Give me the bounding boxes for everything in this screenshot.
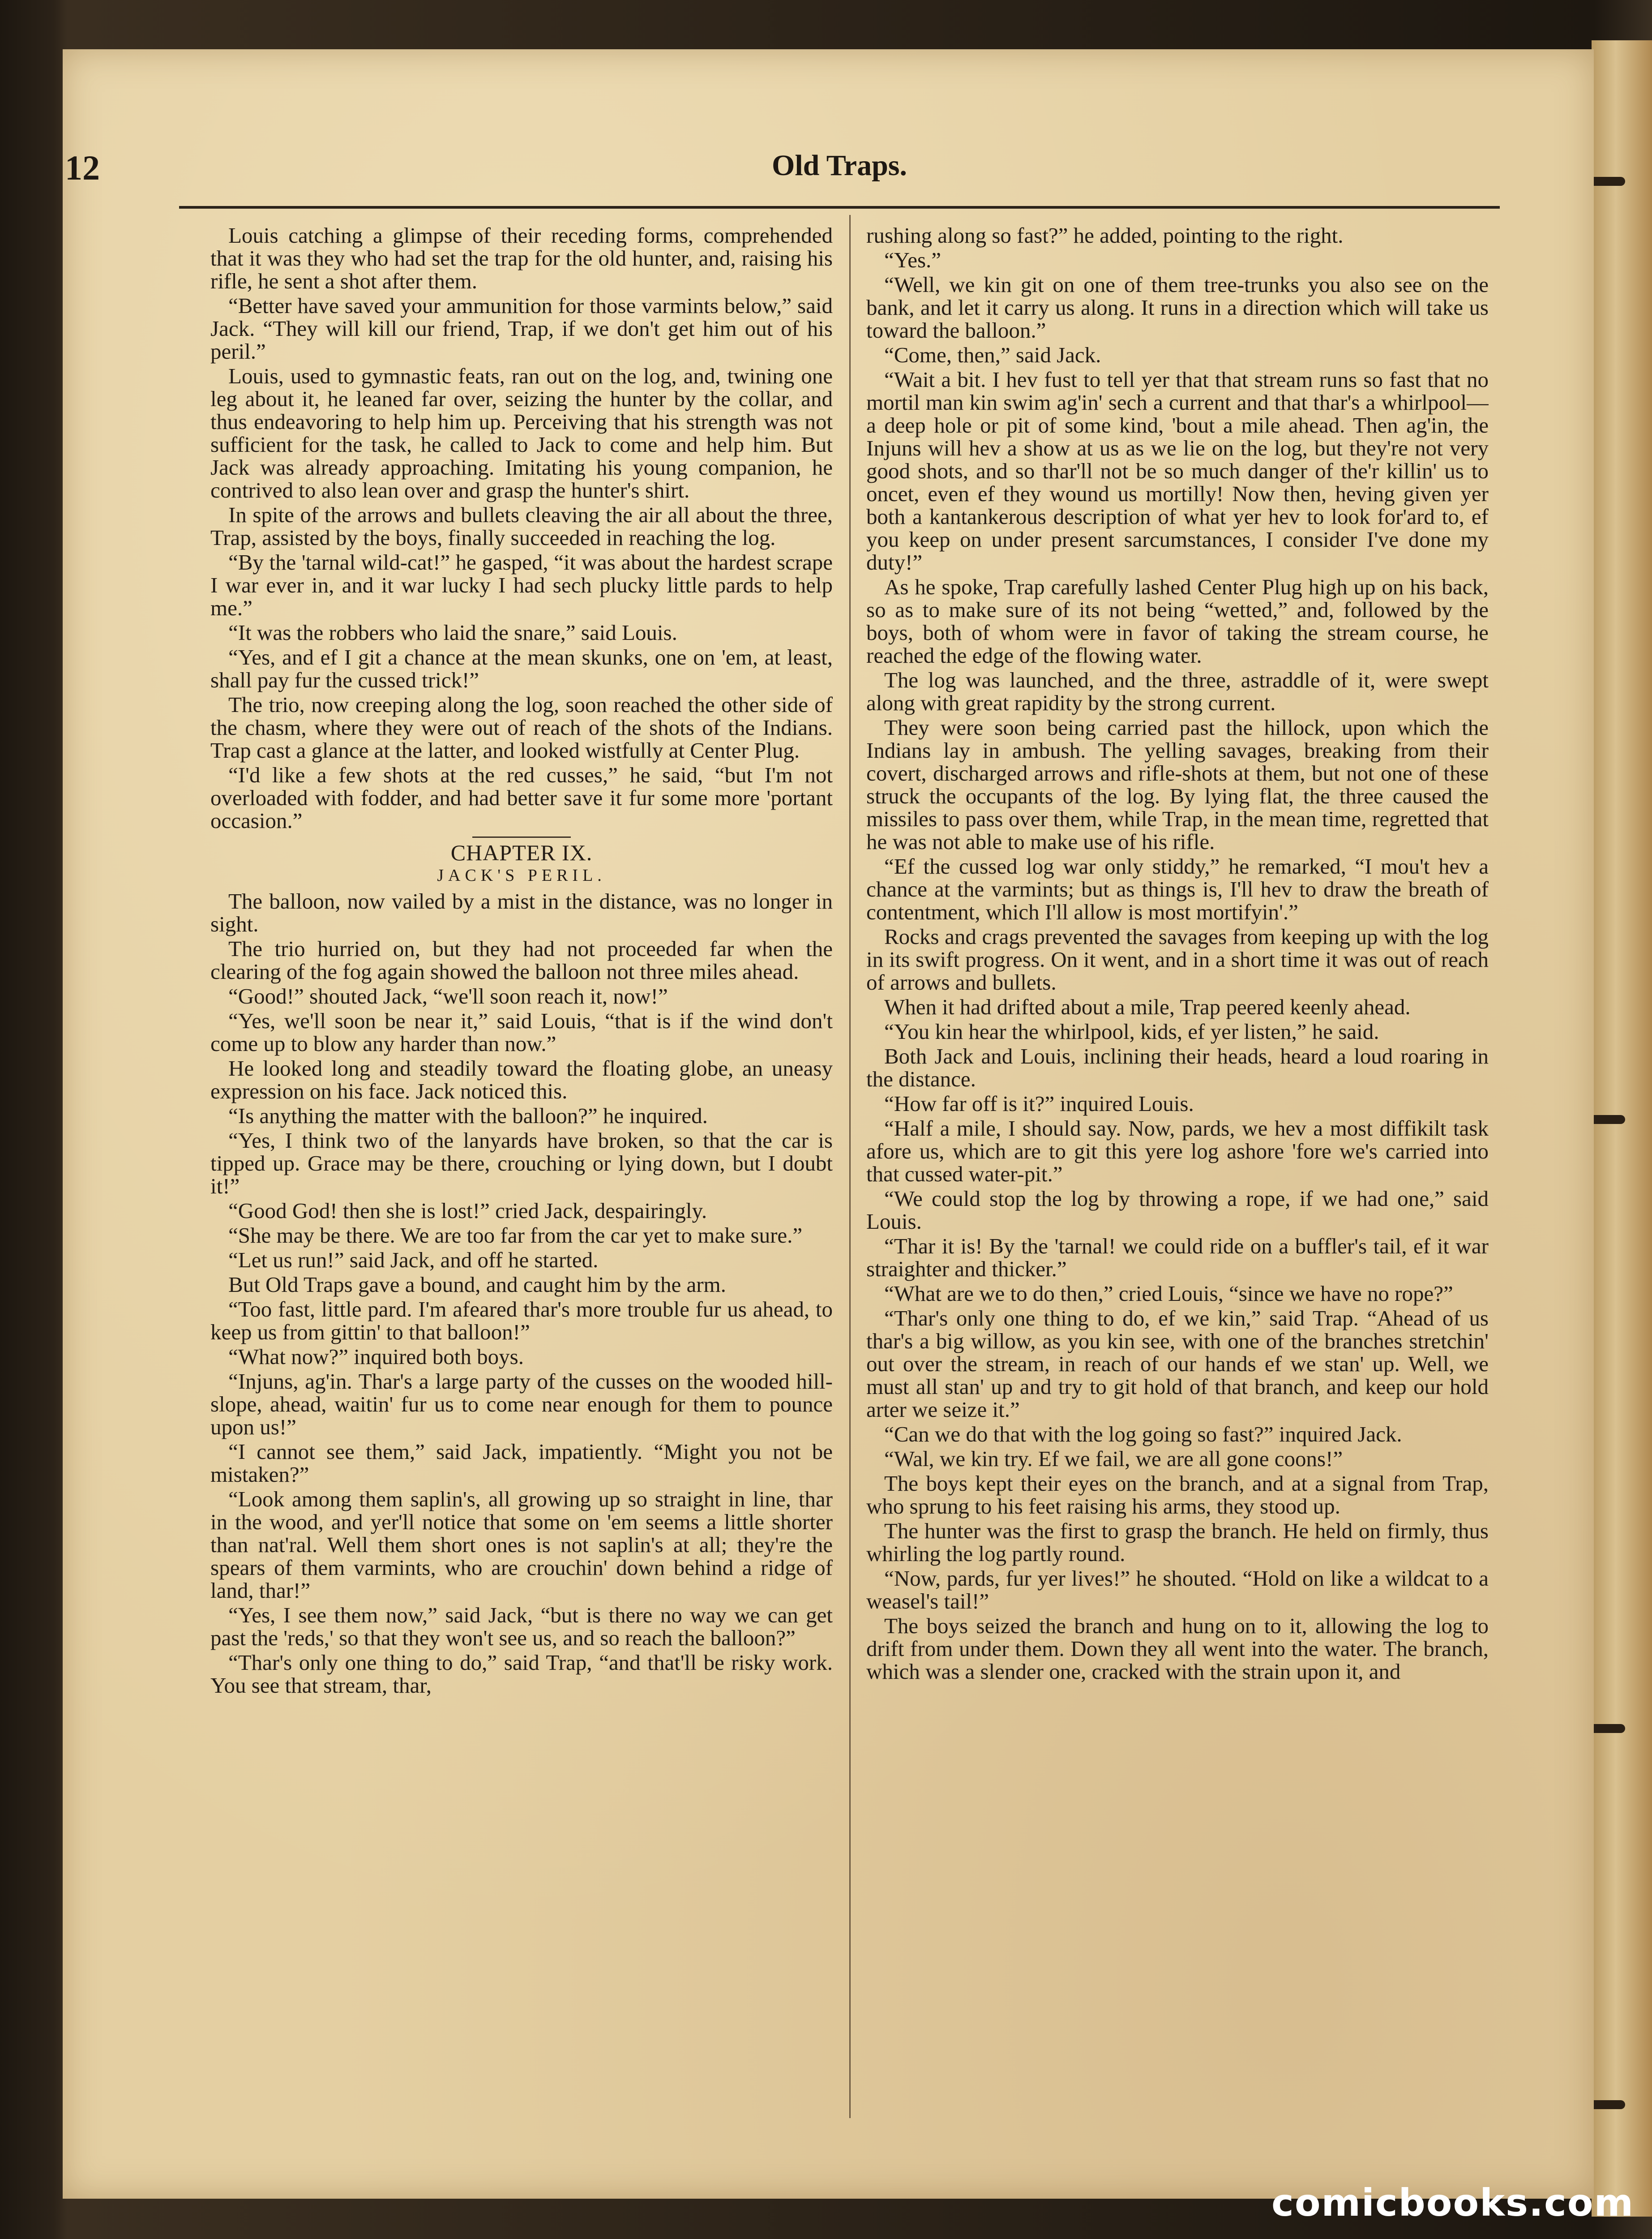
paragraph: “She may be there. We are too far from the car yet to make sure.”	[228, 1223, 803, 1248]
paragraph: “Wal, we kin try. Ef we fail, we are all gone coons!”	[884, 1446, 1343, 1471]
paragraph: “Yes, we'll soon be near it,” said Louis, “that is if the wind don't come up to blow any harder than now.”	[210, 1008, 833, 1056]
paragraph: When it had drifted about a mile, Trap peered keenly ahead.	[884, 995, 1411, 1019]
paragraph: Louis catching a glimpse of their receding forms, comprehended that it was they who had set the trap for the old hunter, and, raising his rifle, he sent a shot after them.	[210, 224, 833, 293]
paragraph: “Wait a bit. I hev fust to tell yer that that stream runs so fast that no mortil man kin swim ag'in' sech a current and that thar's a whirlpool—a deep hole or pit of some kind, 'bout a mile ahead. Then ag'in, the Injuns will hev a show at us as we lie on the log, but they're not very good shots, and so thar'll not be so much danger of the'r killin' us to oncet, even ef they wound us mortilly! Now then, heving given yer both a kantankerous description of what yer hev to look for'ard to, ef you keep on under present sarcumstances, I consider I've done my duty!”	[866, 367, 1489, 575]
paragraph: The hunter was the first to grasp the branch. He held on firmly, thus whirling the log partly round.	[866, 1518, 1489, 1566]
paragraph: “Better have saved your ammunition for those varmints below,” said Jack. “They will kill our friend, Trap, if we don't get him out of his peril.”	[210, 293, 833, 364]
paragraph: “You kin hear the whirlpool, kids, ef yer listen,” he said.	[884, 1019, 1379, 1044]
column-divider	[849, 215, 851, 2118]
paragraph: The boys kept their eyes on the branch, and at a signal from Trap, who sprung to his feet raising his arms, they stood up.	[866, 1471, 1489, 1518]
paragraph: “I cannot see them,” said Jack, impatiently. “Might you not be mistaken?”	[210, 1439, 833, 1487]
paragraph: “Yes, I see them now,” said Jack, “but is there no way we can get past the 'reds,' so that they won't see us, and so reach the balloon?”	[210, 1603, 833, 1650]
paragraph: Rocks and crags prevented the savages from keeping up with the log in its swift progress. On it went, and in a short time it was out of reach of arrows and bullets.	[866, 924, 1489, 995]
paragraph: The balloon, now vailed by a mist in the distance, was no longer in sight.	[210, 889, 833, 936]
paragraph: “Look among them saplin's, all growing up so straight in line, thar in the wood, and yer'll notice that some on 'em seems a little shorter than nat'ral. Well them short ones is not saplin's at all; they're the spears of them varmints, who are crouchin' down behind a ridge of land, thar!”	[210, 1487, 833, 1603]
chapter-rule	[472, 836, 571, 838]
left-paragraphs	[210, 224, 833, 832]
paragraph: “We could stop the log by throwing a rope, if we had one,” said Louis.	[866, 1186, 1489, 1234]
paragraph: “By the 'tarnal wild-cat!” he gasped, “it was about the hardest scrape I war ever in, and it war lucky I had sech plucky little pards to help me.”	[210, 550, 833, 620]
watermark: comicbooks.com	[1271, 2181, 1634, 2225]
paragraph: But Old Traps gave a bound, and caught him by the arm.	[228, 1272, 726, 1297]
header-rule	[179, 206, 1500, 209]
paragraph: “Is anything the matter with the balloon?” he inquired.	[228, 1103, 708, 1128]
left-column	[210, 224, 833, 2118]
paragraph: “Yes, I think two of the lanyards have broken, so that the car is tipped up. Grace may be there, crouching or lying down, but I doubt it!”	[210, 1128, 833, 1198]
paragraph: “Well, we kin git on one of them tree-trunks you also see on the bank, and let it carry us along. It runs in a direction which will take us toward the balloon.”	[866, 272, 1489, 343]
right-column	[866, 224, 1489, 2118]
chapter-paragraphs	[210, 890, 833, 1697]
paragraph: “Let us run!” said Jack, and off he started.	[228, 1248, 599, 1272]
paragraph: “Yes, and ef I git a chance at the mean skunks, one on 'em, at least, shall pay fur the cussed trick!”	[210, 645, 833, 692]
paragraph: “Thar's only one thing to do,” said Trap, “and that'll be risky work. You see that stream, thar,	[210, 1650, 833, 1698]
paragraph: “Now, pards, fur yer lives!” he shouted. “Hold on like a wildcat to a weasel's tail!”	[866, 1566, 1489, 1613]
paragraph: “I'd like a few shots at the red cusses,” he said, “but I'm not overloaded with fodder, and had better save it fur some more 'portant occasion.”	[210, 763, 833, 833]
paragraph: In spite of the arrows and bullets cleaving the air all about the three, Trap, assisted by the boys, finally succeeded in reaching the log.	[210, 502, 833, 550]
paragraph: “Thar it is! By the 'tarnal! we could ride on a buffler's tail, ef it war straighter and thicker.”	[866, 1234, 1489, 1281]
paragraph: “Can we do that with the log going so fast?” inquired Jack.	[884, 1422, 1402, 1446]
paragraph: “Half a mile, I should say. Now, pards, we hev a most diffikilt task afore us, which are to git this yere log ashore 'fore we's carried into that cussed water-pit.”	[866, 1116, 1489, 1186]
book-spine	[1592, 40, 1652, 2217]
paragraph: “Good!” shouted Jack, “we'll soon reach it, now!”	[228, 984, 668, 1008]
paragraph: “Thar's only one thing to do, ef we kin,” said Trap. “Ahead of us thar's a big willow, as you kin see, with one of the branches stretchin' out over the stream, in reach of our hands ef we stan' up. Well, we must all stan' up and try to git hold of that branch, and keep our hold arter we seize it.”	[866, 1306, 1489, 1422]
paragraph: “Injuns, ag'in. Thar's a large party of the cusses on the wooded hill-slope, ahead, waitin' fur us to come near enough for them to pounce upon us!”	[210, 1369, 833, 1439]
chapter-title: CHAPTER IX.	[450, 840, 593, 865]
paragraph: “Good God! then she is lost!” cried Jack, despairingly.	[228, 1198, 707, 1223]
paragraph: “Too fast, little pard. I'm afeared thar's more trouble fur us ahead, to keep us from gittin' to that balloon!”	[210, 1297, 833, 1344]
paragraph: rushing along so fast?” he added, pointing to the right.	[866, 224, 1344, 248]
paragraph: “Yes.”	[884, 248, 942, 272]
paragraph: The log was launched, and the three, astraddle of it, were swept along with great rapidity by the strong current.	[866, 668, 1489, 715]
paragraph: The trio, now creeping along the log, soon reached the other side of the chasm, where they were out of reach of the shots of the Indians. Trap cast a glance at the latter, and looked wistfully at Center Plug.	[210, 692, 833, 763]
running-head	[179, 143, 1500, 197]
page-number: 12	[65, 148, 100, 187]
running-title: Old Traps.	[772, 149, 907, 182]
paragraph: “Come, then,” said Jack.	[884, 343, 1101, 367]
paragraph: “It was the robbers who laid the snare,” said Louis.	[228, 620, 677, 645]
paragraph: “What are we to do then,” cried Louis, “since we have no rope?”	[884, 1281, 1453, 1306]
paragraph: The trio hurried on, but they had not proceeded far when the clearing of the fog again showed the balloon not three miles ahead.	[210, 936, 833, 984]
paragraph: “What now?” inquired both boys.	[228, 1344, 524, 1369]
chapter-subtitle: JACK'S PERIL.	[437, 866, 606, 885]
paragraph: The boys seized the branch and hung on to it, allowing the log to drift from under them. Down they all went into the water. The branch, which was a slender one, cracked with the strain upon it, and	[866, 1613, 1489, 1684]
paragraph: As he spoke, Trap carefully lashed Center Plug high up on his back, so as to make sure of its not being “wetted,” and, followed by the boys, both of whom were in favor of taking the stream course, he reached the edge of the flowing water.	[866, 575, 1489, 668]
paragraph: “How far off is it?” inquired Louis.	[884, 1091, 1194, 1116]
right-paragraphs	[866, 224, 1489, 1683]
paragraph: Louis, used to gymnastic feats, ran out on the log, and, twining one leg about it, he leaned far over, seizing the hunter by the collar, and thus endeavoring to help him up. Perceiving that his strength was not sufficient for the task, he called to Jack to come and help him. But Jack was already approaching. Imitating his young companion, he contrived to also lean over and grasp the hunter's shirt.	[210, 364, 833, 502]
paragraph: Both Jack and Louis, inclining their heads, heard a loud roaring in the distance.	[866, 1044, 1489, 1091]
paragraph: They were soon being carried past the hillock, upon which the Indians lay in ambush. The yelling savages, breaking from their covert, discharged arrows and rifle-shots at them, but not one of these struck the occupants of the log. By lying flat, the three caused the missiles to pass over them, while Trap, in the mean time, regretted that he was not able to make use of his rifle.	[866, 715, 1489, 854]
paragraph: He looked long and steadily toward the floating globe, an uneasy expression on his face. Jack noticed this.	[210, 1056, 833, 1103]
paragraph: “Ef the cussed log war only stiddy,” he remarked, “I mou't hev a chance at the varmints; but as things is, I'll hev to draw the breath of contentment, which I'll allow is most mortifyin'.”	[866, 854, 1489, 924]
